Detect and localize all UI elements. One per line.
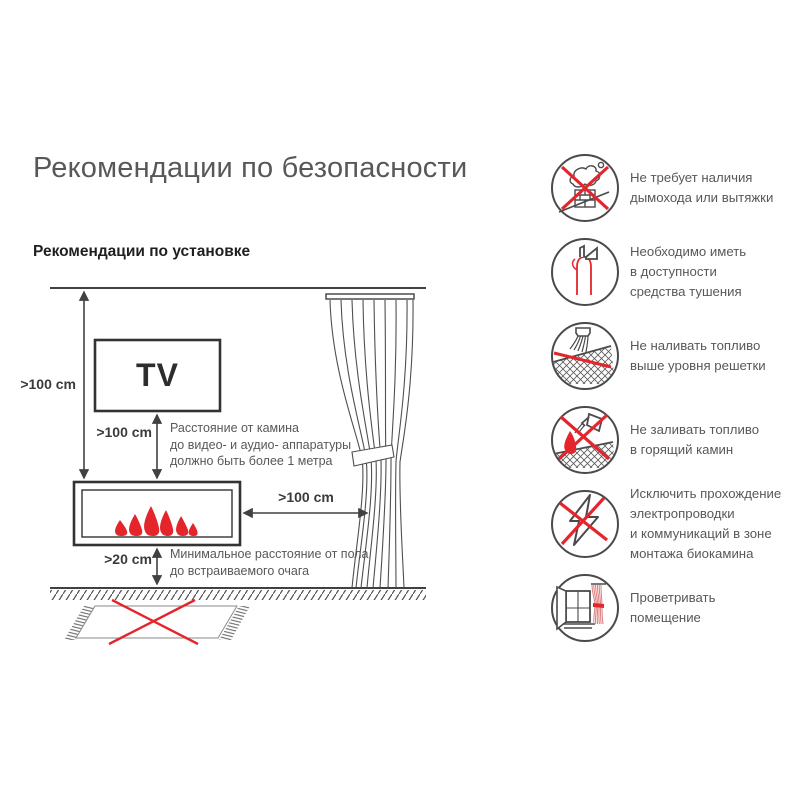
safety-list	[549, 146, 794, 650]
safety-item-no-refuel-burning	[549, 398, 794, 482]
tv-label: TV	[136, 357, 179, 393]
floor-hatch	[50, 590, 426, 600]
curtain-rod	[326, 294, 414, 299]
dim-label-curtain: >100 cm	[278, 489, 334, 505]
fuel-can-spout	[576, 328, 590, 336]
safety-item-extinguisher	[549, 230, 794, 314]
safety-item-text: Исключить прохождение электропроводки и коммуникаций в зоне монтажа биокамина	[630, 486, 782, 561]
safety-item-text: Не требует наличия дымохода или вытяжки	[630, 170, 774, 205]
note-floor-distance: Минимальное расстояние от пола до встраиваемого очага	[170, 547, 369, 578]
safety-item-no-wiring	[549, 482, 794, 566]
section-subtitle: Рекомендации по установке	[33, 243, 251, 260]
ventilate-room-icon	[549, 572, 621, 644]
safety-item-text: Не заливать топливо в горящий камин	[630, 422, 760, 457]
safety-item-text: Необходимо иметь в доступности средства тушения	[630, 244, 747, 299]
no-chimney-icon	[549, 152, 621, 224]
safety-item-no-chimney	[549, 146, 794, 230]
curtain-tieback	[352, 445, 394, 466]
safety-item-text: Проветривать помещение	[630, 590, 716, 625]
dim-label-ceiling: >100 cm	[20, 376, 76, 392]
safety-item-no-overfill	[549, 314, 794, 398]
safety-item-text: Не наливать топливо выше уровня решетки	[630, 338, 766, 373]
dim-label-tv: >100 cm	[96, 424, 152, 440]
fireplace	[74, 482, 240, 545]
no-overfill-icon	[549, 320, 621, 392]
no-refuel-burning-icon	[549, 404, 621, 476]
dim-label-floor: >20 cm	[104, 551, 152, 567]
safety-item-ventilate	[549, 566, 794, 650]
page-title: Рекомендации по безопасности	[33, 152, 468, 184]
no-wiring-icon	[549, 488, 621, 560]
note-tv-distance: Расстояние от камина до видео- и аудио- аппаратуры должно быть более 1 метра	[170, 421, 352, 468]
window	[557, 587, 595, 629]
fire-extinguisher-icon	[549, 236, 621, 308]
